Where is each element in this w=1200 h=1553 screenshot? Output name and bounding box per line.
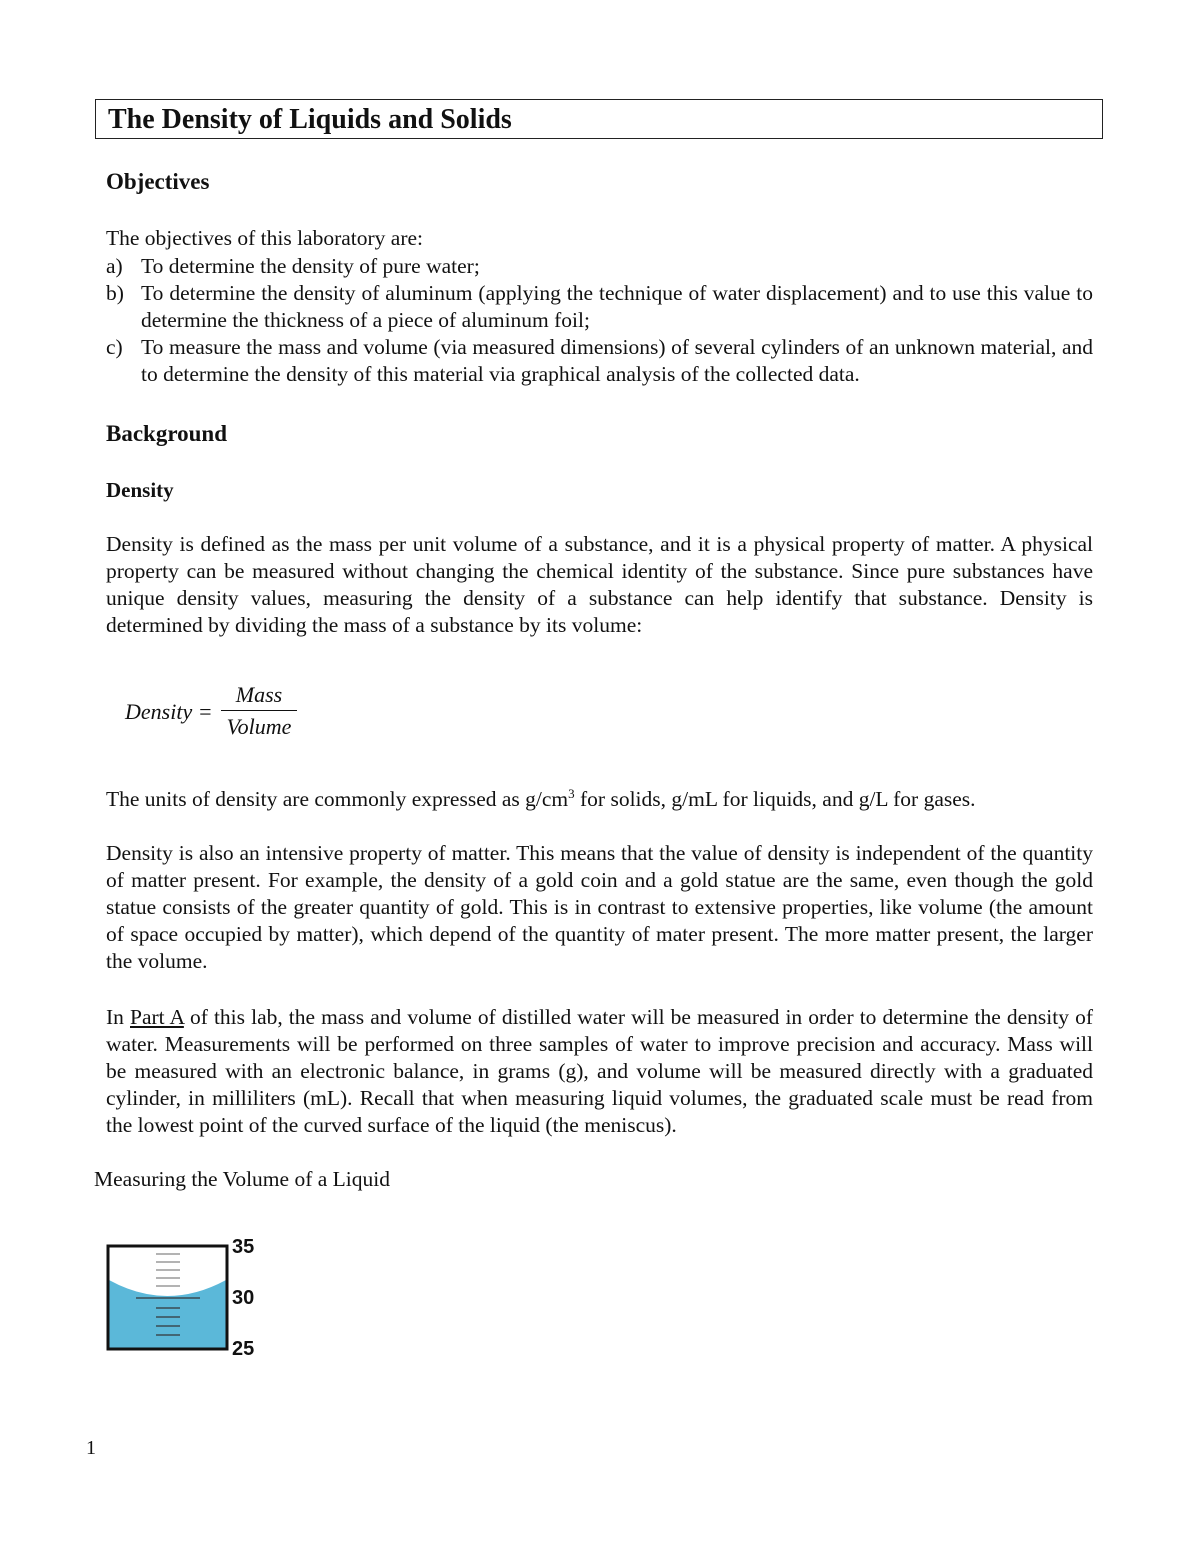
formula-fraction	[221, 680, 297, 743]
part-a-paragraph: In Part A of this lab, the mass and volume of distilled water will be measured in order to determine the density of water. Measurements will be performed on three samples of water to improve precision and accuracy. Mass will be measured with an electronic balance, in grams (g), and volume will be measured directly with a graduated cylinder, in milliliters (mL). Recall that when measuring liquid volumes, the graduated scale must be read from the lowest point of the curved surface of the liquid (the meniscus).	[106, 1005, 1093, 1137]
title-box	[95, 99, 1103, 139]
formula-lhs: Density =	[125, 699, 213, 724]
density-formula	[125, 680, 325, 746]
list-item-text: To determine the density of pure water;	[141, 254, 480, 278]
list-item-text: To measure the mass and volume (via measured dimensions) of several cylinders of an unknown material, and to determine the density of this material via graphical analysis of the collected data.	[141, 335, 1093, 386]
scale-label-30: 30	[232, 1287, 255, 1309]
scale-label-25: 25	[232, 1338, 255, 1360]
list-marker: c)	[106, 335, 123, 359]
scale-marks	[156, 1254, 180, 1286]
graduated-cylinder-diagram	[100, 1232, 275, 1362]
part-a-reference: Part A	[130, 1005, 184, 1029]
list-item	[106, 253, 1093, 280]
intensive-property-paragraph: Density is also an intensive property of matter. This means that the value of density is independent of the quantity of matter present. For example, the density of a gold coin and a gold statue are the same, even though the gold statue consists of the greater quantity of gold. This is in contrast to extensive properties, like volume (the amount of space occupied by matter), which depend of the quantity of mater present. The more matter present, the larger the volume.	[106, 841, 1093, 973]
formula-denominator: Volume	[226, 714, 292, 739]
formula-numerator: Mass	[221, 680, 297, 711]
density-units-paragraph: The units of density are commonly expressed as $g/cm^3$ for solids, g/mL for liquids, and g/L for gases.	[106, 785, 976, 811]
figure-caption: Measuring the Volume of a Liquid	[94, 1167, 390, 1191]
objectives-intro: The objectives of this laboratory are:	[106, 226, 424, 250]
scale-label-35: 35	[232, 1236, 255, 1258]
list-item-text: To determine the density of aluminum (applying the technique of water displacement) and to use this value to determine the thickness of a piece of aluminum foil;	[141, 281, 1093, 332]
background-heading: Background	[106, 421, 228, 446]
density-definition-paragraph: Density is defined as the mass per unit volume of a substance, and it is a physical property of matter. A physical property can be measured without changing the chemical identity of the substance. Since pure substances have unique density values, measuring the density of a substance can help identify that substance. Density is determined by dividing the mass of a substance by its volume:	[106, 532, 1093, 637]
liquid-fill	[109, 1280, 226, 1348]
list-marker: b)	[106, 281, 124, 305]
page-title: The Density of Liquids and Solids	[108, 104, 512, 135]
objectives-heading: Objectives	[106, 169, 210, 194]
list-marker: a)	[106, 254, 123, 278]
density-subheading: Density	[106, 478, 174, 502]
list-item	[106, 334, 1093, 388]
objectives-list	[106, 253, 1093, 388]
page-number: 1	[86, 1437, 96, 1459]
list-item	[106, 280, 1093, 334]
